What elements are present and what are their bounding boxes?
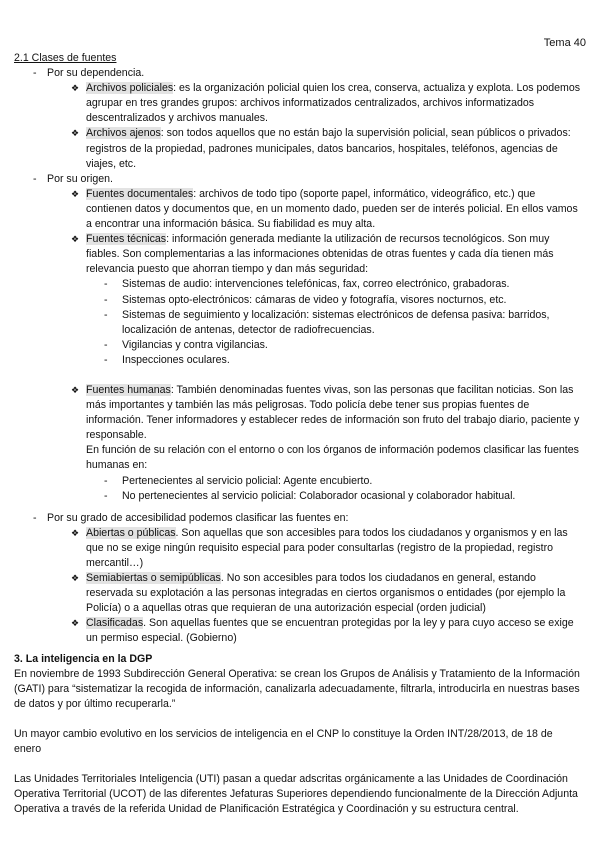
sub-item — [86, 474, 582, 489]
list-item — [71, 187, 582, 232]
category-label: Por su grado de accesibilidad podemos clasificar las fuentes en: — [47, 511, 349, 524]
term-description: : archivos de todo tipo (soporte papel, informático, videográfico, etc.) que contienen datos y documentos que, en un momento dado, pueden ser de interés policial. En ellos vamos a encontrar una información básica. Su fiabilidad es muy alta. — [86, 187, 578, 231]
diamond-bullet-icon: ❖ — [71, 83, 80, 94]
list-item — [71, 526, 582, 571]
term-archivos-policiales: Archivos policiales — [86, 82, 174, 95]
list-item — [71, 232, 582, 368]
sub-item-text: Vigilancias y contra vigilancias. — [122, 338, 268, 351]
term-description: . Son aquellas fuentes que se encuentran protegidas por la ley y para cuyo acceso se exige un permiso especial. (Gobierno) — [86, 617, 574, 645]
term-fuentes-documentales: Fuentes documentales — [86, 187, 194, 200]
category-accesibilidad — [14, 511, 582, 526]
paragraph: Un mayor cambio evolutivo en los servicios de inteligencia en el CNP lo constituye la Orden INT/28/2013, de 18 de enero — [14, 727, 553, 756]
category-dependencia — [14, 66, 582, 81]
category-origen — [14, 172, 582, 187]
category-label: Por su origen. — [47, 172, 113, 185]
dash-bullet: - — [104, 474, 108, 487]
term-description: : es la organización policial quien los crea, conserva, actualiza y explota. Los podemos agrupar en tres grandes grupos: archivos informatizados centralizados, archivos informatizados descentralizados y archivos manuales. — [86, 82, 581, 125]
diamond-bullet-icon: ❖ — [71, 384, 80, 395]
dash-bullet: - — [104, 308, 108, 321]
sub-item — [86, 293, 582, 308]
paragraph: Las Unidades Territoriales Inteligencia (UTI) pasan a quedar adscritas orgánicamente a las Unidades de Coordinación Operativa Territorial (UCOT) de las diferentes Jefaturas Superiores dependiendo funcionalmente de la Dirección Adjunta Operativa a través de la referida Unidad de Planificación Estratégica y Coordinación y su estructura central. — [14, 773, 578, 816]
sub-item-text: Inspecciones oculares. — [122, 353, 230, 366]
dash-bullet: - — [33, 67, 37, 80]
list-item — [71, 81, 582, 126]
term-description: . Son aquellas que son accesibles para todos los ciudadanos y organismos y en las que no se exige ningún requisito especial para poder consultarlas (registro de la propiedad, registro mercantil…) — [86, 526, 568, 569]
term-archivos-ajenos: Archivos ajenos — [86, 127, 161, 140]
origen-list — [14, 187, 582, 504]
list-item — [71, 571, 582, 616]
sub-item-text: No pertenecientes al servicio policial: Colaborador ocasional y colaborador habitual. — [122, 489, 516, 502]
dash-bullet: - — [104, 278, 108, 291]
dash-bullet: - — [104, 489, 108, 502]
list-item — [71, 383, 582, 504]
paragraph: En noviembre de 1993 Subdirección General Operativa: se crean los Grupos de Análisis y Tratamiento de la Información (GATI) para “sistematizar la recogida de información, canalizarla adecuadamente, filtrarla, introducirla en nuestras bases de datos y por último recuperarla.” — [14, 667, 580, 710]
term-description: : son todos aquellos que no están bajo la supervisión policial, sean públicos o privados: registros de la propiedad, padrones municipales, datos bancarios, hospitales, teléfonos, agencias de viajes, etc. — [86, 127, 571, 170]
accesibilidad-list — [14, 526, 582, 647]
list-item — [71, 126, 582, 171]
sub-item-text: Sistemas de audio: intervenciones telefónicas, fax, correo electrónico, grabadoras. — [122, 278, 510, 291]
list-item — [71, 616, 582, 646]
term-description: . No son accesibles para todos los ciudadanos en general, estando reservada su explotación a las personas integradas en ciertos organismos o entidades (por ejemplo la Policía) o a aquellas otras que requieran de una autorización especial (orden judicial) — [86, 572, 566, 615]
diamond-bullet-icon: ❖ — [71, 128, 80, 139]
term-description: : También denominadas fuentes vivas, son las personas que facilitan noticias. Son las más importantes y también las más peligrosas. Todo policía debe tener sus propias fuentes de información. Tener informadores y establecer redes de información son fruto del trabajo diario, paciente y responsable. — [86, 383, 580, 442]
sub-item — [86, 277, 582, 292]
dash-bullet: - — [104, 293, 108, 306]
section-title-inteligencia: 3. La inteligencia en la DGP — [14, 652, 153, 665]
spacer — [86, 368, 582, 383]
term-semiabiertas: Semiabiertas o semipúblicas — [86, 572, 221, 585]
sub-item — [86, 308, 582, 338]
dash-bullet: - — [33, 511, 37, 524]
sub-item-text: Sistemas de seguimiento y localización: sistemas electrónicos de defensa pasiva: barridos, localización de antenas, detector de radiofrecuencias. — [122, 308, 550, 336]
dash-bullet: - — [33, 172, 37, 185]
category-label: Por su dependencia. — [47, 67, 145, 80]
dash-bullet: - — [104, 353, 108, 366]
document-body — [14, 51, 582, 817]
term-fuentes-tecnicas: Fuentes técnicas — [86, 233, 167, 246]
term-description: : información generada mediante la utilización de recursos tecnológicos. Son muy fiables. Son complementarias a las informaciones obtenidas de otras fuentes y cada día tienen más relevancia puesto que ahorran tiempo y dan más seguridad: — [86, 233, 554, 276]
sub-item-text: Pertenecientes al servicio policial: Agente encubierto. — [122, 474, 373, 487]
section-title-clases: 2.1 Clases de fuentes — [14, 52, 117, 64]
spacer — [14, 757, 582, 772]
dependencia-list — [14, 81, 582, 172]
diamond-bullet-icon: ❖ — [71, 618, 80, 629]
diamond-bullet-icon: ❖ — [71, 234, 80, 245]
paragraph: En función de su relación con el entorno o con los órganos de información podemos clasificar las fuentes humanas en: — [86, 444, 579, 472]
diamond-bullet-icon: ❖ — [71, 573, 80, 584]
sub-item — [86, 338, 582, 353]
sub-item-text: Sistemas opto-electrónicos: cámaras de video y fotografía, visores nocturnos, etc. — [122, 293, 507, 306]
sub-item — [86, 489, 582, 504]
spacer — [14, 712, 582, 727]
diamond-bullet-icon: ❖ — [71, 188, 80, 199]
spacer — [14, 504, 582, 511]
term-abiertas: Abiertas o públicas — [86, 526, 176, 539]
sub-item — [86, 353, 582, 368]
term-fuentes-humanas: Fuentes humanas — [86, 383, 171, 396]
dash-bullet: - — [104, 338, 108, 351]
diamond-bullet-icon: ❖ — [71, 527, 80, 538]
page-header-tema: Tema 40 — [543, 37, 586, 49]
term-clasificadas: Clasificadas — [86, 617, 144, 630]
